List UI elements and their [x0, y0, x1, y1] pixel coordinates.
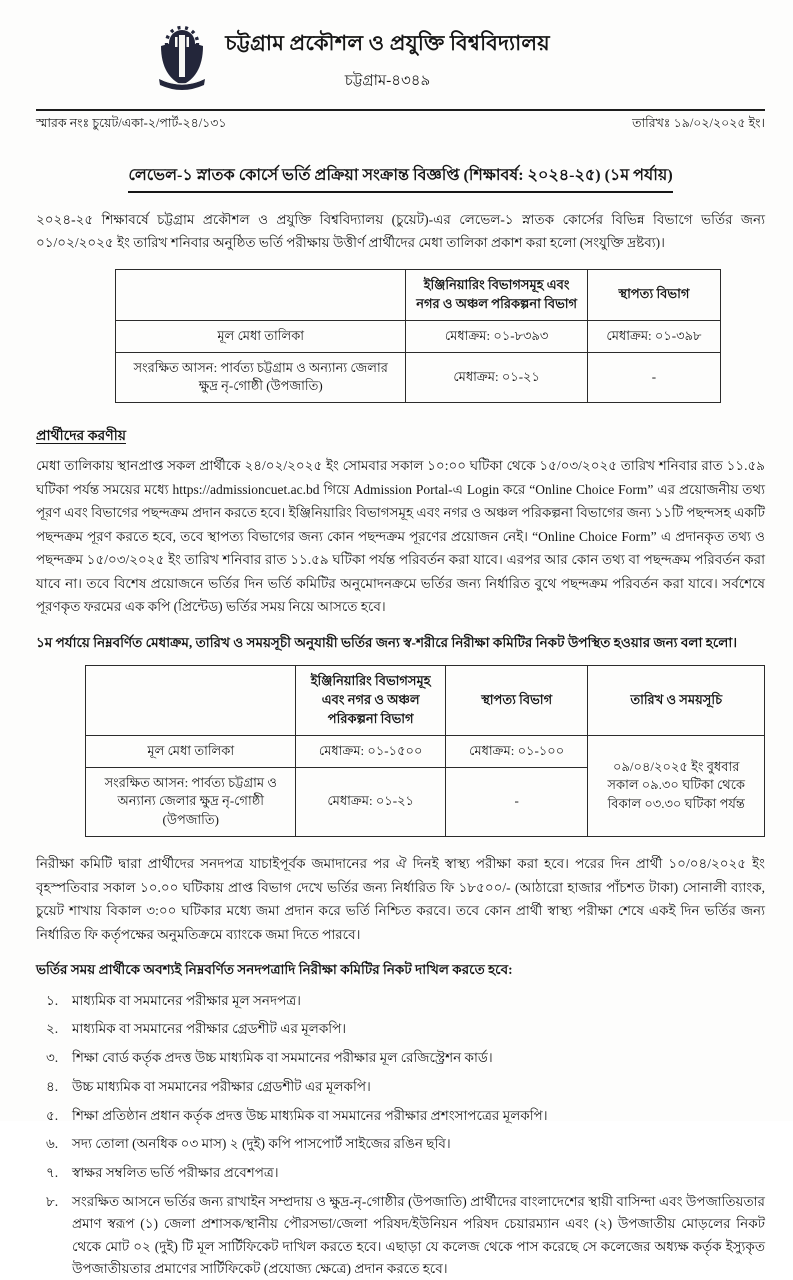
list-item [36, 1018, 765, 1040]
list-item-number: ৬. [46, 1136, 59, 1152]
title-row [36, 162, 765, 193]
documents-heading: ভর্তির সময় প্রার্থীকে অবশ্যই নিম্নবর্ণিত সনদপত্রাদি নিরীক্ষা কমিটির নিকট দাখিল করতে হবে: [36, 962, 513, 978]
list-item [36, 990, 765, 1012]
merit-list-table [115, 269, 721, 403]
list-item-text: মাধ্যমিক বা সমমানের পরীক্ষার গ্রেডশীট এর মূলকপি। [72, 1021, 347, 1037]
list-item [36, 1047, 765, 1069]
required-documents-list [36, 990, 765, 1280]
table-row [116, 320, 721, 352]
schedule-row-reserved-label: সংরক্ষিত আসন: পার্বত্য চট্টগ্রাম ও অন্যান্য জেলার ক্ষুদ্র নৃ-গোষ্ঠী (উপজাতি) [86, 767, 296, 837]
schedule-datetime-cell: ০৯/০৪/২০২৫ ইং বুধবার সকাল ০৯.৩০ ঘটিকা থেকে বিকাল ০৩.৩০ ঘটিকা পর্যন্ত [588, 735, 765, 836]
list-item-text: শিক্ষা প্রতিষ্ঠান প্রধান কর্তৃক প্রদত্ত উচ্চ মাধ্যমিক বা সমমানের পরীক্ষার প্রশংসাপত্রের মূলকপি। [72, 1107, 548, 1123]
list-item-number: ৭. [46, 1165, 59, 1181]
schedule-header-datetime: তারিখ ও সময়সূচি [588, 666, 765, 736]
schedule-header-engineering: ইঞ্জিনিয়ারিং বিভাগসমূহ এবং নগর ও অঞ্চল পরিকল্পনা বিভাগ [296, 666, 445, 736]
merit-header-architecture: স্থাপত্য বিভাগ [587, 269, 720, 320]
list-item-number: ১. [46, 992, 59, 1008]
list-item-text: শিক্ষা বোর্ড কর্তৃক প্রদত্ত উচ্চ মাধ্যমিক বা সমমানের পরীক্ষার মূল রেজিস্ট্রেশন কার্ড। [72, 1050, 493, 1066]
list-item-number: ৩. [46, 1050, 59, 1066]
merit-row-main-eng: মেধাক্রম: ০১-৮৩৯৩ [406, 320, 588, 352]
merit-table-header-row [116, 269, 721, 320]
schedule-note: ১ম পর্যায়ে নিম্নবর্ণিত মেধাক্রম, তারিখ ও সময়সূচী অনুযায়ী ভর্তির জন্য স্ব-শরীরে নিরীক্ষা কমিটির নিকট উপস্থিত হওয়ার জন্য বলা হলো। [36, 634, 738, 650]
schedule-table-header-row [86, 666, 765, 736]
section-heading-candidate-todo: প্রার্থীদের করণীয় [36, 429, 126, 445]
memo-number: স্মারক নংঃ চুয়েট/একা-২/পার্ট-২৪/১৩১ [36, 116, 227, 130]
table-row [86, 735, 765, 767]
letterhead-text [225, 27, 550, 94]
memo-date-row [36, 115, 765, 135]
schedule-row-main-label: মূল মেধা তালিকা [86, 735, 296, 767]
letterhead [36, 24, 765, 97]
list-item [36, 1076, 765, 1098]
list-item-text: মাধ্যমিক বা সমমানের পরীক্ষার মূল সনদপত্র। [72, 992, 301, 1008]
header-divider-line [36, 109, 765, 111]
verification-fee-paragraph: নিরীক্ষা কমিটি দ্বারা প্রার্থীদের সনদপত্র যাচাইপূর্বক জমাদানের পর ঐ দিনই স্বাস্থ্য পরীক্ষা করা হবে। পরের দিন প্রার্থী ১০/০৪/২০২৫ ইং বৃহস্পতিবার সকাল ১০.০০ ঘটিকায় প্রাপ্ত বিভাগ দেখে ভর্তির জন্য নির্ধারিত ফি ১৮৫০০/- (আঠারো হাজার পাঁচশত টাকা) সোনালী ব্যাংক, চুয়েট শাখায় বিকাল ৩:০০ ঘটিকার মধ্যে জমা প্রদান করে ভর্তি নিশ্চিত করবে। তবে কোন প্রার্থী স্বাস্থ্য পরীক্ষা শেষে একই দিন ভর্তির জন্য নির্ধারিত ফি কর্তৃপক্ষের অনুমতিক্রমে ব্যাংকে জমা দিতে পারবে। [36, 856, 765, 942]
schedule-header-architecture: স্থাপত্য বিভাগ [445, 666, 588, 736]
cuet-logo [155, 24, 209, 97]
merit-row-main-arch: মেধাক্রম: ০১-৩৯৮ [587, 320, 720, 352]
schedule-row-reserved-arch: - [445, 767, 588, 837]
merit-header-empty [116, 269, 406, 320]
notice-title: লেভেল-১ স্নাতক কোর্সে ভর্তি প্রক্রিয়া সংক্রান্ত বিজ্ঞপ্তি (শিক্ষাবর্ষ: ২০২৪-২৫) (১ম পর্যায়) [128, 162, 672, 193]
merit-row-main-label: মূল মেধা তালিকা [116, 320, 406, 352]
list-item-text: উচ্চ মাধ্যমিক বা সমমানের পরীক্ষার গ্রেডশীট এর মূলকপি। [72, 1078, 371, 1094]
table-row [116, 352, 721, 403]
list-item [36, 1162, 765, 1184]
merit-row-reserved-arch: - [587, 352, 720, 403]
intro-paragraph: ২০২৪-২৫ শিক্ষাবর্ষে চট্টগ্রাম প্রকৌশল ও প্রযুক্তি বিশ্ববিদ্যালয় (চুয়েট)-এর লেভেল-১ স্নাতক কোর্সের বিভিন্ন বিভাগে ভর্তির জন্য ০১/০২/২০২৫ ইং তারিখ শনিবার অনুষ্ঠিত ভর্তি পরীক্ষায় উত্তীর্ণ প্রার্থীদের মেধা তালিকা প্রকাশ করা হলো (সংযুক্তি দ্রষ্টব্য)। [36, 212, 765, 251]
schedule-row-main-eng: মেধাক্রম: ০১-১৫০০ [296, 735, 445, 767]
schedule-header-empty [86, 666, 296, 736]
merit-header-engineering: ইঞ্জিনিয়ারিং বিভাগসমূহ এবং নগর ও অঞ্চল পরিকল্পনা বিভাগ [406, 269, 588, 320]
list-item-text: সদ্য তোলা (অনধিক ০৩ মাস) ২ (দুই) কপি পাসপোর্ট সাইজের রঙিন ছবি। [72, 1136, 451, 1152]
list-item-number: ৫. [46, 1107, 59, 1123]
merit-row-reserved-label: সংরক্ষিত আসন: পার্বত্য চট্টগ্রাম ও অন্যান্য জেলার ক্ষুদ্র নৃ-গোষ্ঠী (উপজাতি) [116, 352, 406, 403]
list-item-text: স্বাক্ষর সম্বলিত ভর্তি পরীক্ষার প্রবেশপত্র। [72, 1165, 279, 1181]
university-location: চট্টগ্রাম-৪৩৪৯ [344, 73, 431, 89]
admission-schedule-table [85, 665, 765, 837]
list-item [36, 1191, 765, 1280]
merit-row-reserved-eng: মেধাক্রম: ০১-২১ [406, 352, 588, 403]
schedule-row-reserved-eng: মেধাক্রম: ০১-২১ [296, 767, 445, 837]
issue-date: তারিখঃ ১৯/০২/২০২৫ ইং। [632, 116, 765, 130]
candidate-todo-paragraph: মেধা তালিকায় স্থানপ্রাপ্ত সকল প্রার্থীকে ২৪/০২/২০২৫ ইং সোমবার সকাল ১০:০০ ঘটিকা থেকে ১৫/০৩/২০২৫ তারিখ শনিবার রাত ১১.৫৯ ঘটিকা পর্যন্ত সময়ের মধ্যে https://admissioncuet.ac.bd গিয়ে Admission Portal-এ Login করে “Online Choice Form” এর প্রয়োজনীয় তথ্য পূরণ এবং বিভাগের পছন্দক্রম প্রদান করতে হবে। ইঞ্জিনিয়ারিং বিভাগসমূহ এবং নগর ও অঞ্চল পরিকল্পনা বিভাগের জন্য ১১টি পছন্দসহ একটি পছন্দক্রম পূরণ করতে হবে, তবে স্থাপত্য বিভাগের জন্য কোন পছন্দক্রম পূরণের প্রয়োজন নেই। “Online Choice Form” এ প্রদানকৃত তথ্য ও পছন্দক্রম ১৫/০৩/২০২৫ ইং তারিখ শনিবার রাত ১১.৫৯ ঘটিকা পর্যন্ত পরিবর্তন করা যাবে। এরপর আর কোন তথ্য বা পছন্দক্রম পরিবর্তন করা যাবে না। তবে বিশেষ প্রয়োজনে ভর্তির দিন ভর্তি কমিটির অনুমোদনক্রমে ভর্তির জন্য নির্ধারিত বুথে পছন্দক্রম পরিবর্তন করা যাবে। সর্বশেষে পূরণকৃত ফরমের এক কপি (প্রিন্টেড) ভর্তির সময় নিয়ে আসতে হবে। [36, 458, 765, 615]
list-item-number: ৮. [46, 1193, 59, 1209]
university-name: চট্টগ্রাম প্রকৌশল ও প্রযুক্তি বিশ্ববিদ্যালয় [225, 31, 550, 55]
list-item-number: ৪. [46, 1078, 59, 1094]
list-item [36, 1133, 765, 1155]
list-item [36, 1105, 765, 1127]
list-item-number: ২. [46, 1021, 59, 1037]
list-item-text: সংরক্ষিত আসনে ভর্তির জন্য রাখাইন সম্প্রদায় ও ক্ষুদ্র-নৃ-গোষ্ঠীর (উপজাতি) প্রার্থীদের বাংলাদেশের স্থায়ী বাসিন্দা এবং উপজাতিয়তার প্রমাণ স্বরূপ (১) জেলা প্রশাসক/স্থানীয় পৌরসভা/জেলা পরিষদ/ইউনিয়ন পরিষদ চেয়ারম্যান এবং (২) উপজাতীয় মোড়লের নিকট থেকে মোট ০২ (দুই) টি মূল সার্টিফিকেট দাখিল করতে হবে। এছাড়া যে কলেজ থেকে পাস করেছে সে কলেজের অধ্যক্ষ কর্তৃক ইস্যুকৃত উপজাতীয়তার প্রমাণের সার্টিফিকেট (প্রযোজ্য ক্ষেত্রে) প্রদান করতে হবে। [72, 1193, 765, 1276]
schedule-row-main-arch: মেধাক্রম: ০১-১০০ [445, 735, 588, 767]
